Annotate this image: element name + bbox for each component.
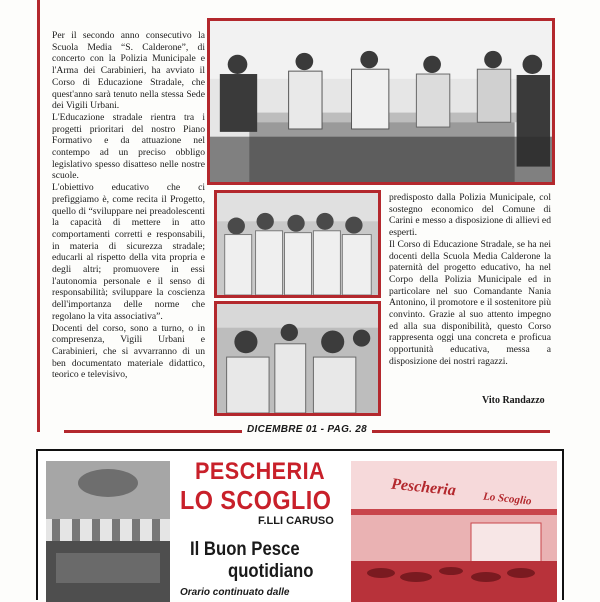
left-red-rule [37,0,40,432]
article-author: Vito Randazzo [482,395,545,406]
article-paragraph: L'obiettivo educativo che ci prefiggiamo è, come recita il Progetto, quello di “sviluppare nei preadolescenti la capacità di mettere in atto comportamenti corretti e responsabili, in materia di sicurezza stradale; educarli al rispetto della vita propria e degli altri; promuovere in essi l'autonomia personale e il senso di responsabilità; sviluppare la coscienza dell'importanza delle norme che regolano la vita associativa”. [52,182,205,322]
ad-photo-shopfront [46,461,170,602]
article-paragraph: Per il secondo anno consecutivo la Scuola Media “S. Calderone”, di concerto con la Polizia Municipale e l'Arma dei Carabinieri, ha avviato il Corso di Educazione Stradale, che quest'anno sarà tenuto nella stessa Sede dei Vigili Urbani. [52,30,205,112]
advertisement-box [36,449,564,600]
ad-title-lo-scoglio: LO SCOGLIO [180,485,332,515]
article-paragraph: L'Educazione stradale rientra tra i progetti prioritari del nostro Piano Formativo e da attuazione nel contempo ad un preciso obbligo legislativo spesso disatteso nelle nostre scuole. [52,111,205,182]
article-left-column [52,30,205,381]
ad-subtitle: F.LLI CARUSO [258,515,334,527]
ad-title-pescheria: PESCHERIA [195,458,326,485]
article-paragraph: Il Corso di Educazione Stradale, se ha nei docenti della Scuola Media Calderone la paternità del progetto educativo, ha nel Corpo della Polizia Municipale ed in particolare nel suo Comandante Nania Antonino, il promotore e il sostenitore più convinto. Grazie al suo attento impegno ed alla sua disponibilità, questo Corso rappresenta oggi una concreta e proficua opportunità educativa, messa a disposizione dei nostri ragazzi. [389,238,551,367]
photo-students-1 [214,190,381,298]
ad-slogan-line2: quotidiano [228,561,314,582]
article-paragraph: Docenti del corso, sono a turno, o in compresenza, Vigili Urbani e Carabinieri, che si avvarranno di un ben documentato materiale didattico, teorico e televisivo, [52,322,205,381]
article-paragraph: predisposto dalla Polizia Municipale, col sostegno economico del Comune di Carini e messo a disposizione di allievi ed esperti. [389,192,551,239]
ad-hours-text: Orario continuato dalle [180,587,290,598]
shop-sign-lo-scoglio: Lo Scoglio [482,490,533,508]
article-right-column [389,192,551,368]
ad-slogan-line1: Il Buon Pesce [190,539,300,560]
page-footer-label: DICEMBRE 01 - PAG. 28 [242,424,372,435]
photo-students-2 [214,301,381,416]
shop-sign-pescheria: Pescheria [390,475,457,500]
ad-photo-fish-counter [351,461,557,602]
photo-officials-table [207,18,555,185]
